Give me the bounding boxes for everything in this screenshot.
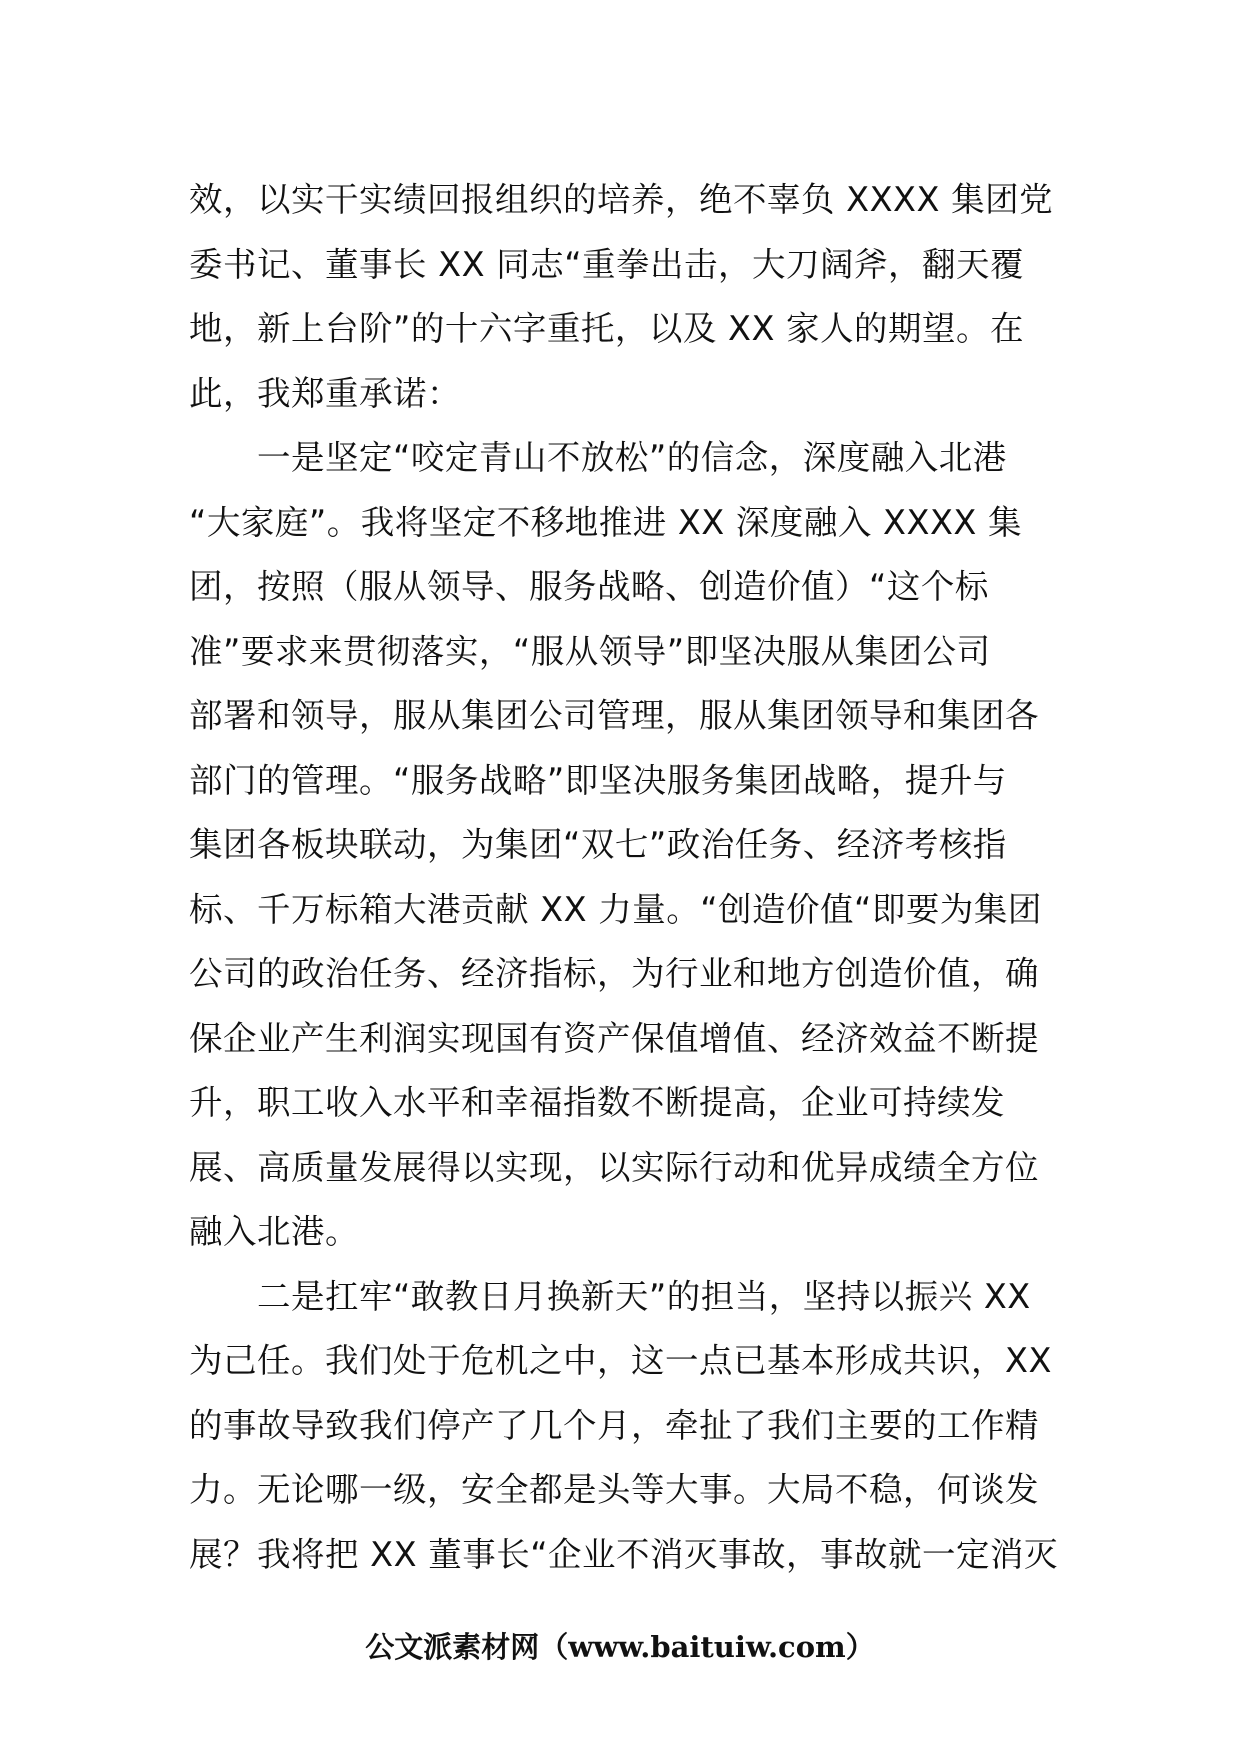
text-line: 公司的政治任务、经济指标，为行业和地方创造价值，确 bbox=[189, 954, 1039, 993]
text-line: 展、高质量发展得以实现，以实际行动和优异成绩全方位 bbox=[189, 1147, 1039, 1187]
text-line: 部门的管理。“服务战略”即坚决服务集团战略，提升与 bbox=[189, 760, 1007, 800]
text-line: 的事故导致我们停产了几个月，牵扯了我们主要的工作精 bbox=[189, 1405, 1039, 1445]
text-line: 准”要求来贯彻落实，“服从领导”即坚决服从集团公司 bbox=[189, 631, 991, 671]
text-line: “大家庭”。我将坚定不移地推进 XX 深度融入 XXXX 集 bbox=[189, 502, 1023, 542]
text-line: 融入北港。 bbox=[189, 1212, 359, 1251]
text-line: 此，我郑重承诺： bbox=[189, 373, 461, 413]
paragraph-start-line: 二是扛牢“敢教日月换新天”的担当，坚持以振兴 XX bbox=[257, 1276, 1031, 1316]
text-line: 地，新上台阶”的十六字重托，以及 XX 家人的期望。在 bbox=[189, 309, 1025, 348]
footer-watermark: 公文派素材网（www.baituiw.com） bbox=[365, 1630, 875, 1664]
text-line: 保企业产生利润实现国有资产保值增值、经济效益不断提 bbox=[189, 1018, 1039, 1058]
text-line: 委书记、董事长 XX 同志“重拳出击，大刀阔斧，翻天覆 bbox=[189, 244, 1025, 284]
text-line: 升，职工收入水平和幸福指数不断提高，企业可持续发 bbox=[189, 1083, 1005, 1122]
paragraph-start-line: 一是坚定“咬定青山不放松”的信念，深度融入北港 bbox=[257, 438, 1007, 477]
text-line: 标、千万标箱大港贡献 XX 力量。“创造价值“即要为集团 bbox=[189, 889, 1042, 929]
text-line: 部署和领导，服从集团公司管理，服从集团领导和集团各 bbox=[189, 696, 1039, 735]
document-body bbox=[189, 168, 1057, 1587]
text-line: 团，按照（服从领导、服务战略、创造价值）“这个标 bbox=[189, 567, 989, 606]
text-line: 效，以实干实绩回报组织的培养，绝不辜负 XXXX 集团党 bbox=[189, 180, 1054, 219]
text-line: 力。无论哪一级，安全都是头等大事。大局不稳，何谈发 bbox=[189, 1470, 1039, 1509]
text-line: 为己任。我们处于危机之中，这一点已基本形成共识，XX bbox=[189, 1341, 1052, 1380]
text-line: 展？我将把 XX 董事长“企业不消灭事故，事故就一定消灭 bbox=[189, 1534, 1059, 1574]
text-line: 集团各板块联动，为集团“双七”政治任务、经济考核指 bbox=[189, 825, 1007, 864]
